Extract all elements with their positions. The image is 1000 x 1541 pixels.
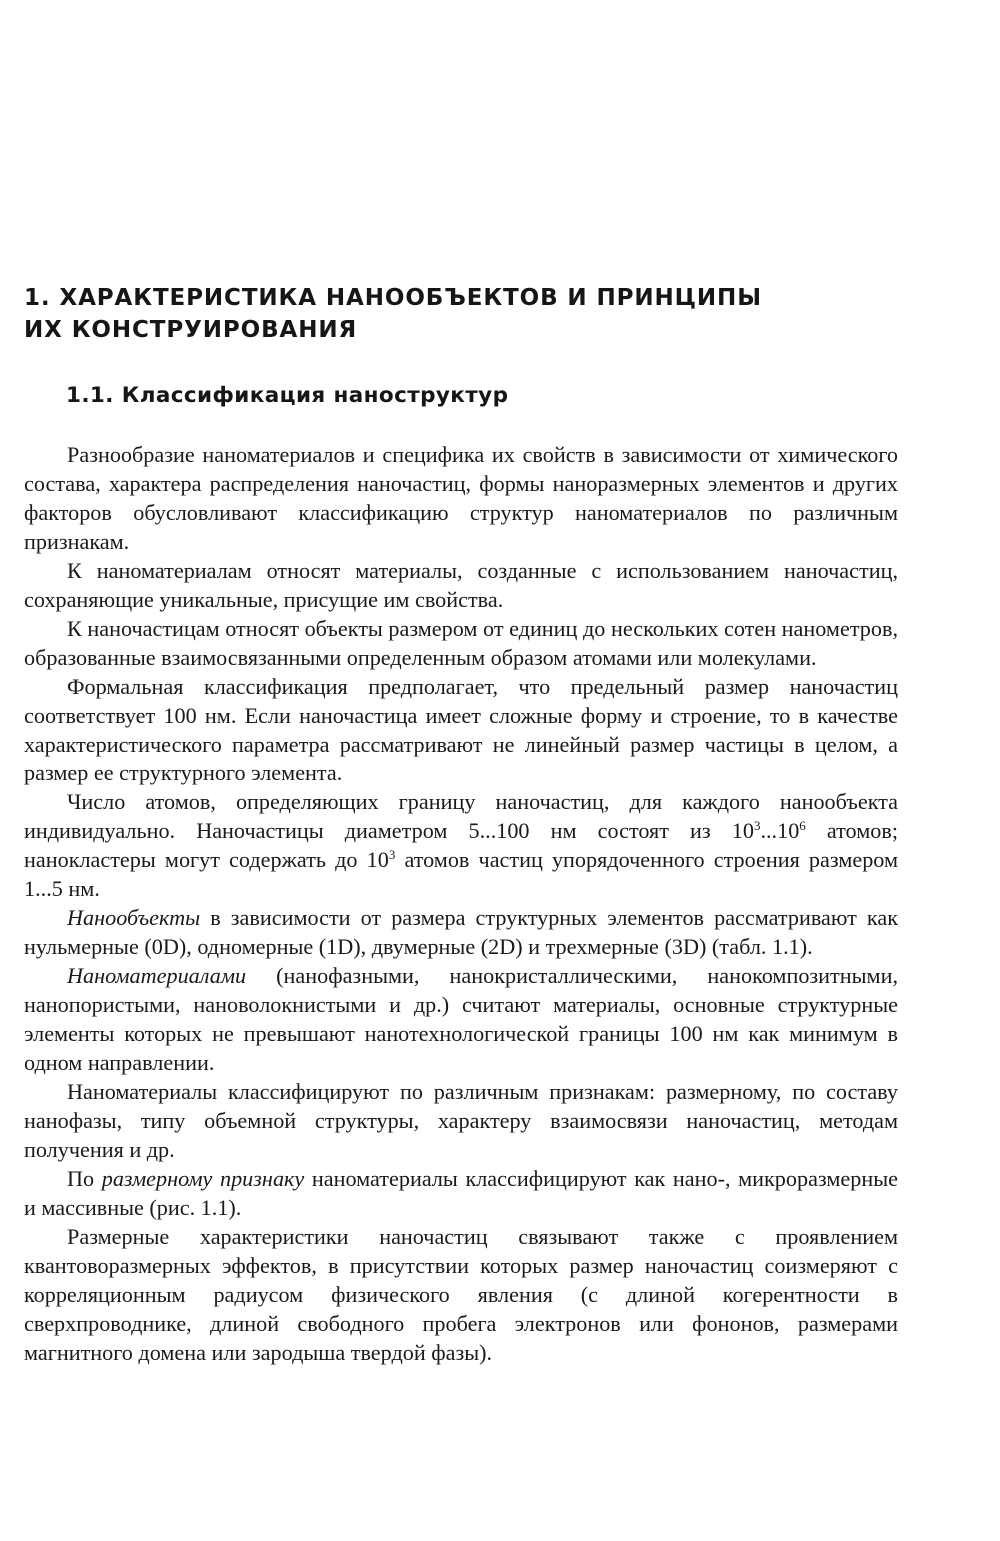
- paragraph-4: Формальная классификация предполагает, что предельный размер наночастиц соответствует 100 нм. Если наночастица имеет сложные форму и строение, то в качестве характеристического параметра рассматривают не линейный размер частицы в целом, а размер ее структурного элемента.: [24, 673, 898, 786]
- term-size-criterion: размерному признаку: [101, 1165, 305, 1191]
- paragraph-5-part-1: Число атомов, определяющих границу наночастиц, для каждого нанообъекта индивидуально. Наночастицы диаметром 5...100 нм состоят из 10: [24, 789, 898, 844]
- paragraph-6-rest: в зависимости от размера структурных элементов рассматривают как нульмерные (0D), одномерные (1D), двумерные (2D) и трехмерные (3D) (табл. 1.1).: [24, 905, 898, 960]
- paragraph-2: К наноматериалам относят материалы, созданные с использованием наночастиц, сохраняющие уникальные, присущие им свойства.: [24, 557, 898, 612]
- chapter-title: [24, 282, 924, 346]
- paragraph-5-part-2: ...10: [760, 818, 800, 844]
- paragraph-10: Размерные характеристики наночастиц связывают также с проявлением квантоворазмерных эффектов, в присутствии которых размер наночастиц соизмеряют с корреляционным радиусом физического явления (с длиной когерентности в сверхпроводнике, длиной свободного пробега электронов или фононов, размерами магнитного домена или зародыша твердой фазы).: [24, 1223, 898, 1365]
- term-nanomaterials: Наноматериалами: [67, 963, 247, 989]
- paragraph-7-rest: (нанофазными, нанокристаллическими, нанокомпозитными, нанопористыми, нановолокнистыми и др.) считают материалы, основные структурные элементы которых не превышают нанотехнологической границы 100 нм как минимум в одном направлении.: [24, 963, 898, 1076]
- paragraph-6: [24, 904, 898, 962]
- paragraph-7: [24, 962, 898, 1078]
- chapter-title-line-2: ИХ КОНСТРУИРОВАНИЯ: [24, 317, 358, 343]
- paragraph-5: [24, 788, 898, 904]
- paragraph-1: Разнообразие наноматериалов и специфика их свойств в зависимости от химического состава, характера распределения наночастиц, формы наноразмерных элементов и других факторов обусловливают классификацию структур наноматериалов по различным признакам.: [24, 442, 898, 554]
- term-nanoobjects: Нанообъекты: [67, 905, 201, 931]
- superscript-exponent: 6: [799, 818, 806, 834]
- paragraph-8: Наноматериалы классифицируют по различным признакам: размерному, по составу нанофазы, типу объемной структуры, характеру взаимосвязи наночастиц, методам получения и др.: [24, 1078, 898, 1162]
- paragraph-5-part-3: атомов; нанокластеры могут содержать до 10: [24, 818, 898, 873]
- paragraph-9-lead: По: [67, 1165, 102, 1191]
- superscript-exponent: 3: [388, 847, 396, 863]
- superscript-exponent: 3: [753, 818, 761, 834]
- paragraph-9-rest: наноматериалы классифицируют как нано-, микроразмерные и массивные (рис. 1.1).: [24, 1165, 898, 1220]
- paragraph-5-part-4: атомов частиц упорядоченного строения размером 1...5 нм.: [24, 847, 899, 902]
- paragraph-9: [24, 1165, 898, 1223]
- body-text: [24, 441, 898, 1368]
- chapter-title-line-1: 1. ХАРАКТЕРИСТИКА НАНООБЪЕКТОВ И ПРИНЦИПЫ: [24, 285, 762, 311]
- paragraph-3: К наночастицам относят объекты размером от единиц до нескольких сотен нанометров, образованные взаимосвязанными определенным образом атомами или молекулами.: [24, 615, 898, 670]
- section-title: 1.1. Классификация наноструктур: [66, 383, 509, 408]
